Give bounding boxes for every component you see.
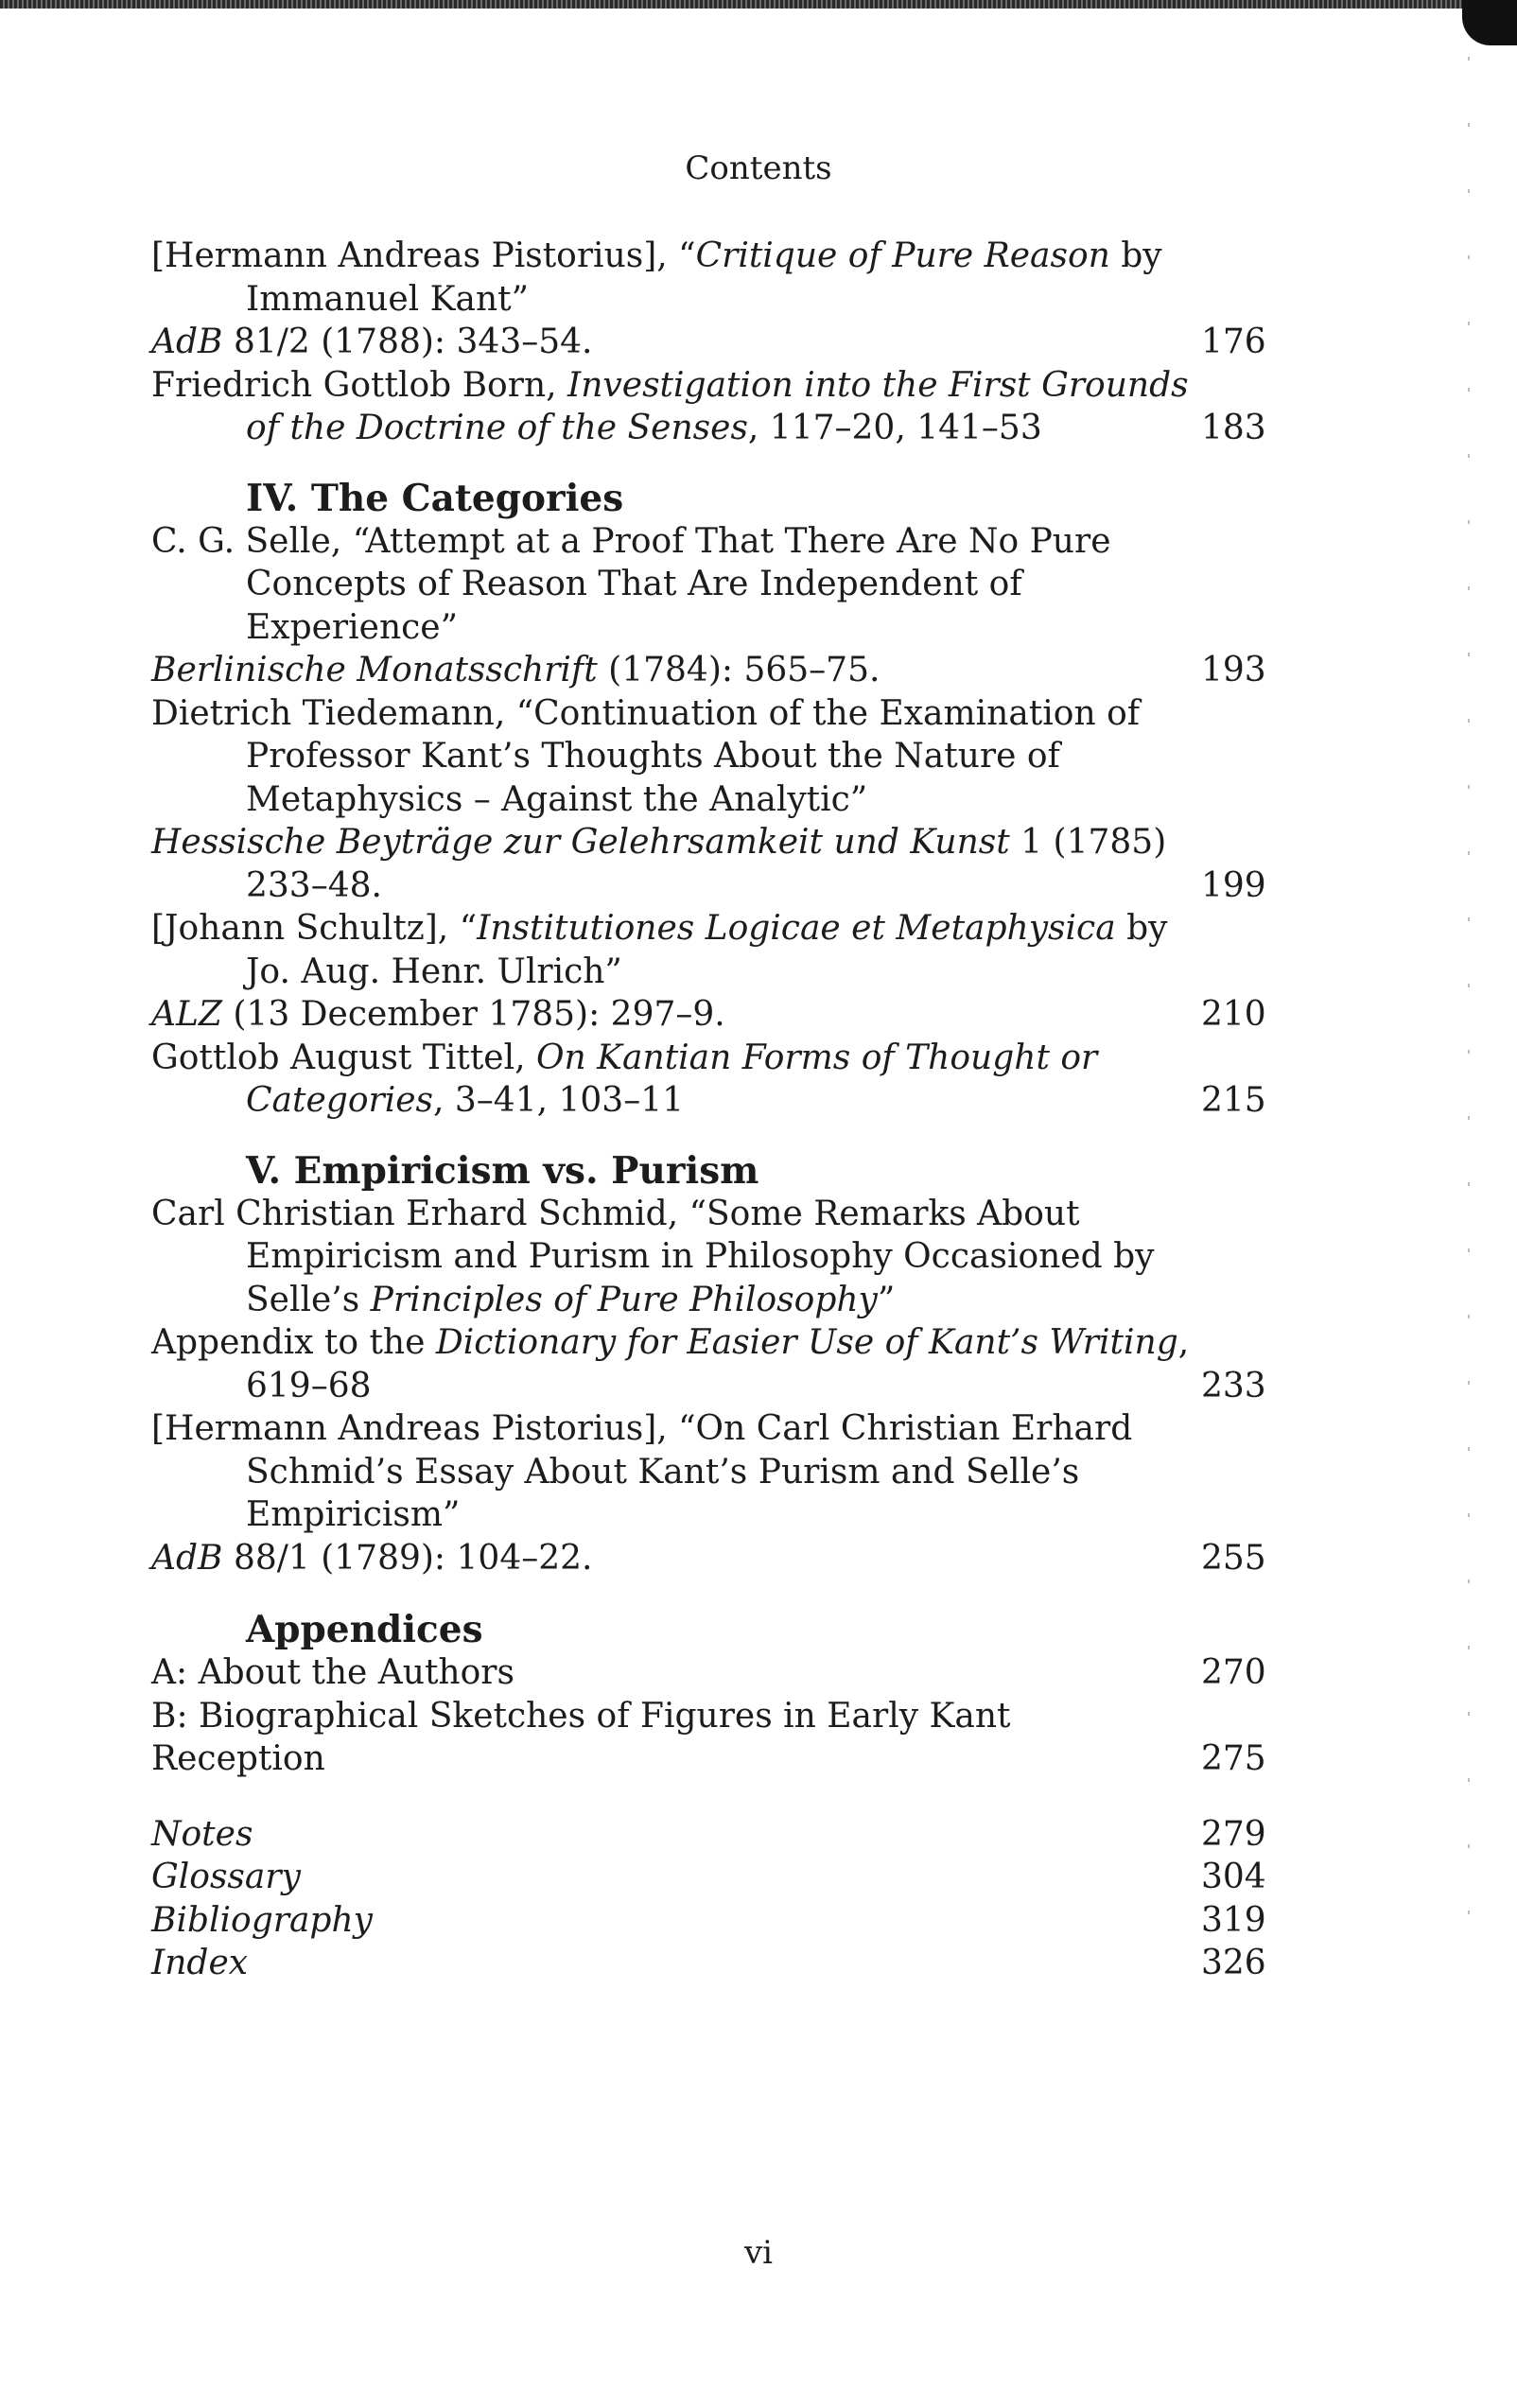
page-number: 270 xyxy=(1201,1653,1266,1692)
page-number: 319 xyxy=(1201,1900,1266,1940)
entry-author: [Hermann Andreas Pistorius], “ xyxy=(151,236,696,275)
page-number: 275 xyxy=(1201,1739,1266,1778)
source-detail: (13 December 1785): 297–9. xyxy=(221,995,725,1034)
toc-entry-pistorius-schmid xyxy=(151,1407,1324,1579)
source-detail: 81/2 (1788): 343–54. xyxy=(222,323,593,361)
toc-entry-appendix-b xyxy=(151,1695,1324,1781)
toc-entry-born xyxy=(151,364,1324,450)
source-detail: (1784): 565–75. xyxy=(597,651,881,689)
entry-text: by Immanuel Kant” xyxy=(246,236,1162,319)
toc-entry-tiedemann xyxy=(151,692,1324,908)
toc-entry-schultz xyxy=(151,907,1324,1037)
entry-source xyxy=(151,321,1192,364)
source-title: ALZ xyxy=(151,995,222,1034)
entry-source xyxy=(151,1321,1192,1407)
running-head: Contents xyxy=(685,149,832,187)
source-prefix: Appendix to the xyxy=(151,1323,436,1362)
source-title: AdB xyxy=(151,323,223,361)
source-title: Hessische Beyträge zur Gelehrsamkeit und Kunst xyxy=(151,823,1010,862)
page-number: 279 xyxy=(1201,1814,1266,1854)
entry-text: ” xyxy=(877,1280,896,1319)
section-heading-appendices: Appendices xyxy=(246,1608,483,1651)
entry-author: Gottlob August Tittel, xyxy=(151,1038,537,1077)
entry-title: Investigation into the First Grounds of the Doctrine of the Senses xyxy=(246,365,1189,447)
entry-title: Bibliography xyxy=(151,1900,373,1940)
entry-title: Principles of Pure Philosophy xyxy=(370,1280,878,1319)
entry-text: A: About the Authors xyxy=(151,1653,514,1692)
source-detail: 88/1 (1789): 104–22. xyxy=(222,1538,593,1578)
entry-title: Glossary xyxy=(151,1858,301,1896)
source-title: Dictionary for Easier Use of Kant’s Writing xyxy=(435,1323,1178,1362)
source-title: Berlinische Monatsschrift xyxy=(151,651,598,689)
folio-page-number: vi xyxy=(743,2234,774,2272)
page-number: 233 xyxy=(1201,1366,1266,1405)
page-number: 210 xyxy=(1201,995,1266,1034)
source-detail: , 619–68 xyxy=(246,1323,1190,1405)
entry-title: On Kantian Forms of Thought or Categories xyxy=(246,1038,1098,1120)
page-number: 176 xyxy=(1201,323,1266,361)
toc-entry-schmid xyxy=(151,1193,1324,1408)
toc-entry-selle xyxy=(151,520,1324,692)
entry-author: Friedrich Gottlob Born, xyxy=(151,365,568,405)
entry-title: Institutiones Logicae et Metaphysica xyxy=(477,909,1116,948)
page-number: 193 xyxy=(1201,651,1266,689)
entry-source xyxy=(151,993,1192,1037)
scan-top-edge xyxy=(0,0,1494,9)
section-heading-categories: IV. The Categories xyxy=(246,476,624,520)
entry-text: C. G. Selle, “Attempt at a Proof That There Are No Pure Concepts of Reason That Are Independent of Experience” xyxy=(151,521,1111,647)
page-number: 199 xyxy=(1201,865,1266,905)
entry-source xyxy=(151,1537,1192,1580)
toc-entry-appendix-a xyxy=(151,1651,1324,1695)
table-of-contents xyxy=(151,235,1324,1985)
page-number: 304 xyxy=(1201,1858,1266,1896)
entry-text: Carl Christian Erhard Schmid, “Some Remarks About Empiricism and Purism in Philosophy Occasioned by Selle’s xyxy=(151,1194,1155,1319)
entry-text: by Jo. Aug. Henr. Ulrich” xyxy=(246,909,1168,991)
scan-corner-shadow xyxy=(1462,0,1517,45)
toc-entry-pistorius-critique xyxy=(151,235,1324,364)
entry-title: Notes xyxy=(151,1814,253,1854)
scan-right-edge-marks xyxy=(1468,57,1470,1939)
source-title: AdB xyxy=(151,1538,223,1578)
spacer xyxy=(151,1781,1324,1813)
toc-entry-index xyxy=(151,1942,1324,1985)
entry-title: Index xyxy=(151,1944,249,1982)
section-heading-empiricism: V. Empiricism vs. Purism xyxy=(246,1148,759,1193)
source-detail: 1 (1785) 233–48. xyxy=(246,823,1167,905)
page-number: 326 xyxy=(1201,1944,1266,1982)
toc-entry-bibliography xyxy=(151,1899,1324,1943)
entry-text: B: Biographical Sketches of Figures in Early Kant Reception xyxy=(151,1696,1011,1778)
entry-text: [Hermann Andreas Pistorius], “On Carl Christian Erhard Schmid’s Essay About Kant’s Purism and Selle’s Empiricism” xyxy=(151,1409,1133,1534)
page-number: 255 xyxy=(1201,1538,1266,1578)
entry-text: , 3–41, 103–11 xyxy=(433,1081,685,1120)
entry-text: , 117–20, 141–53 xyxy=(747,409,1042,447)
entry-text: Dietrich Tiedemann, “Continuation of the Examination of Professor Kant’s Thoughts About the Nature of Metaphysics – Against the Analytic” xyxy=(151,693,1141,819)
entry-source xyxy=(151,821,1192,907)
toc-entry-notes xyxy=(151,1813,1324,1857)
entry-source xyxy=(151,649,1192,692)
entry-author: [Johann Schultz], “ xyxy=(151,909,478,948)
toc-entry-tittel xyxy=(151,1037,1324,1123)
entry-title: Critique of Pure Reason xyxy=(695,236,1110,275)
page-number: 183 xyxy=(1201,409,1266,447)
page-number: 215 xyxy=(1201,1081,1266,1120)
toc-entry-glossary xyxy=(151,1856,1324,1899)
